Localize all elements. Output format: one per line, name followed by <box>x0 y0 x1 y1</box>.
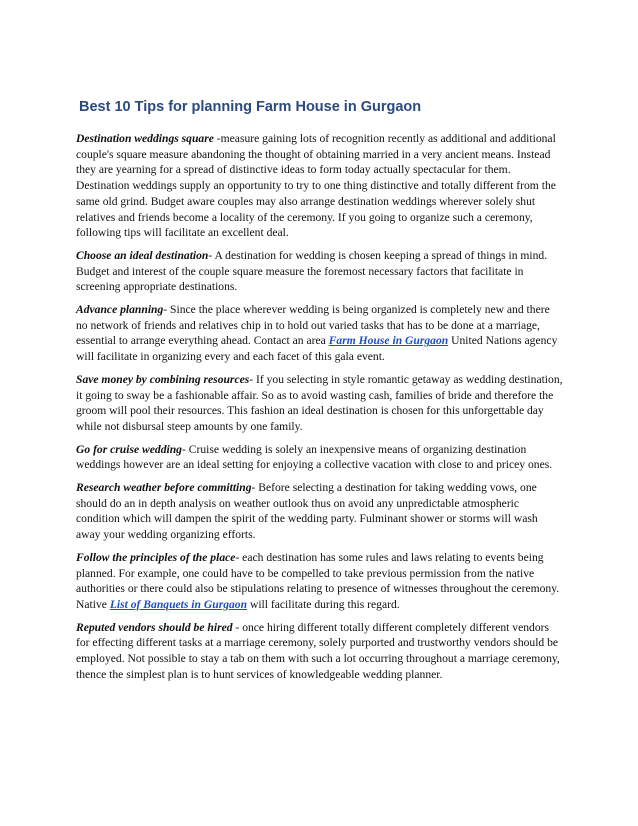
paragraph-lead: Reputed vendors should be hired <box>76 620 233 634</box>
paragraph-lead: Follow the principles of the place <box>76 550 236 564</box>
paragraph-destination-weddings <box>76 131 564 241</box>
paragraph-text: - each destination has some rules and laws relating to events being planned. For example, one could have to be compelled to take previous permission from the native authorities or there could also be stipulations relating to presence of witnesses throughout the ceremony. Native <box>76 550 560 611</box>
document-body <box>76 131 564 690</box>
paragraph-lead: Choose an ideal destination <box>76 248 209 262</box>
paragraph-save-money <box>76 372 564 435</box>
paragraph-reputed-vendors <box>76 620 564 683</box>
paragraph-research-weather <box>76 480 564 543</box>
paragraph-text: United Nations agency will facilitate in organizing every and each facet of this gala event. <box>76 334 558 364</box>
paragraph-text: - once hiring different totally different completely different vendors for effecting different tasks at a marriage ceremony, solely purported and trustworthy vendors should be employed. Not possible to stay a tab on them with such a lot occurring throughout a marriage ceremony, thence the simplest plan is to hunt services of knowledgeable wedding planner. <box>76 620 560 681</box>
paragraph-text: - Cruise wedding is solely an inexpensive means of organizing destination weddings however are an ideal setting for enjoying a collective vacation with close to and pricey ones. <box>76 442 553 472</box>
paragraph-text: - If you selecting in style romantic getaway as wedding destination, it going to sway be a fashionable affair. So as to avoid wasting cash, families of bride and therefore the groom will pool their resources. This fashion an ideal destination is chosen for this unforgettable day while not disbursal steep amounts by one family. <box>76 372 563 433</box>
paragraph-text: -measure gaining lots of recognition recently as additional and additional couple's square measure abandoning the thought of obtaining married in a very ancient means. Instead they are yearning for a spread of distinctive ideas to form today actually spectacular for them. Destination weddings supply an opportunity to try to one thing distinctive and totally different from the same old grind. Budget aware couples may also arrange destination weddings wherever solely shut relatives and friends become a locality of the ceremony. If you going to organize such a ceremony, following tips will facilitate an excellent deal. <box>76 132 556 240</box>
paragraph-text: - Since the place wherever wedding is being organized is completely new and there no network of friends and relatives chip in to hold out varied tasks that has to be done at a marriage, essential to arrange everything ahead. Contact an area <box>76 303 550 348</box>
paragraph-follow-principles <box>76 550 564 613</box>
paragraph-lead: Research weather before committing <box>76 481 252 495</box>
paragraph-cruise-wedding <box>76 442 564 473</box>
paragraph-lead: Destination weddings square <box>76 132 214 145</box>
paragraph-choose-destination <box>76 248 564 295</box>
paragraph-advance-planning <box>76 302 564 365</box>
paragraph-lead: Save money by combining resources <box>76 372 250 386</box>
banquets-gurgaon-link[interactable]: List of Banquets in Gurgaon <box>109 597 248 611</box>
document-title: Best 10 Tips for planning Farm House in Gurgaon <box>79 99 422 115</box>
paragraph-lead: Advance planning <box>76 303 164 317</box>
paragraph-text: - Before selecting a destination for taking wedding vows, one should do an in depth analysis on weather outlook thus on avoid any unpredictable atmospheric condition which will dampen the spirit of the wedding party. Fulminant shower or storms will wash away your wedding organizing efforts. <box>76 481 538 542</box>
paragraph-text: - A destination for wedding is chosen keeping a spread of things in mind. Budget and interest of the couple square measure the foremost necessary factors that facilitate in screening appropriate destinations. <box>76 248 548 294</box>
paragraph-text: will facilitate during this regard. <box>247 597 400 611</box>
farm-house-gurgaon-link[interactable]: Farm House in Gurgaon <box>328 334 449 348</box>
paragraph-lead: Go for cruise wedding <box>76 442 182 456</box>
